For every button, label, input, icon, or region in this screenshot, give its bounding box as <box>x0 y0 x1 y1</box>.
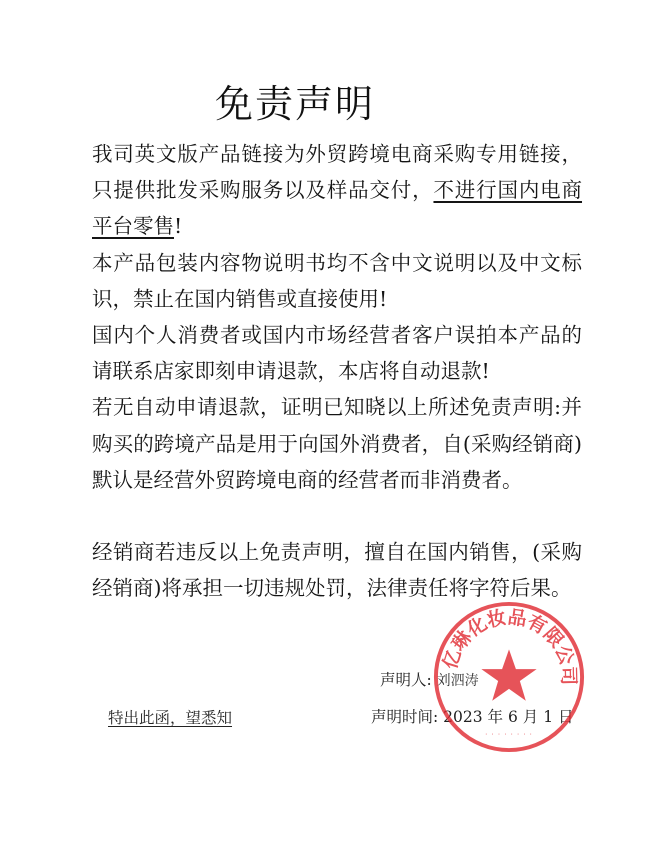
no-domestic-retail-notice: 不进行国内电商平台零售 <box>92 178 583 239</box>
paragraph-3: 国内个人消费者或国内市场经营者客户误拍本产品的请联系店家即刻申请退款，本店将自动退款! <box>92 323 582 384</box>
seal-serial-marks: · · · · · · · · <box>485 730 533 739</box>
date-value: 2023 年 6 月 1 日 <box>443 708 574 726</box>
paragraph-2: 本产品包装内容物说明书均不含中文说明以及中文标识，禁止在国内销售或直接使用! <box>92 250 582 311</box>
seal-company-name: 亿琳化妆品有限公司 <box>439 606 580 686</box>
closing-remark: 特出此函，望悉知 <box>108 709 233 727</box>
paragraph-1 <box>92 136 582 245</box>
page-title: 免责声明 <box>214 82 375 126</box>
seal-star-icon <box>481 649 536 700</box>
paragraph-4: 若无自动申请退款，证明已知晓以上所述免责声明:并购买的跨境产品是用于向国外消费者，自(采购经销商)默认是经营外贸跨境电商的经营者而非消费者。 <box>92 395 582 492</box>
declarer-label: 声明人: <box>380 671 432 689</box>
paragraph-1-end: ! <box>174 214 183 239</box>
company-seal-stamp <box>430 598 588 756</box>
declarer-signature: 刘泗涛 <box>436 673 479 689</box>
disclaimer-body <box>92 136 582 606</box>
paragraph-1-text: 我司英文版产品链接为外贸跨境电商采购专用链接，只提供批发采购服务以及样品交付， <box>92 142 582 203</box>
date-label: 声明时间: <box>371 708 439 726</box>
paragraph-gap <box>92 498 582 534</box>
paragraph-5: 经销商若违反以上免责声明，擅自在国内销售，(采购经销商)将承担一切违规处罚，法律责任将字符后果。 <box>92 540 582 601</box>
